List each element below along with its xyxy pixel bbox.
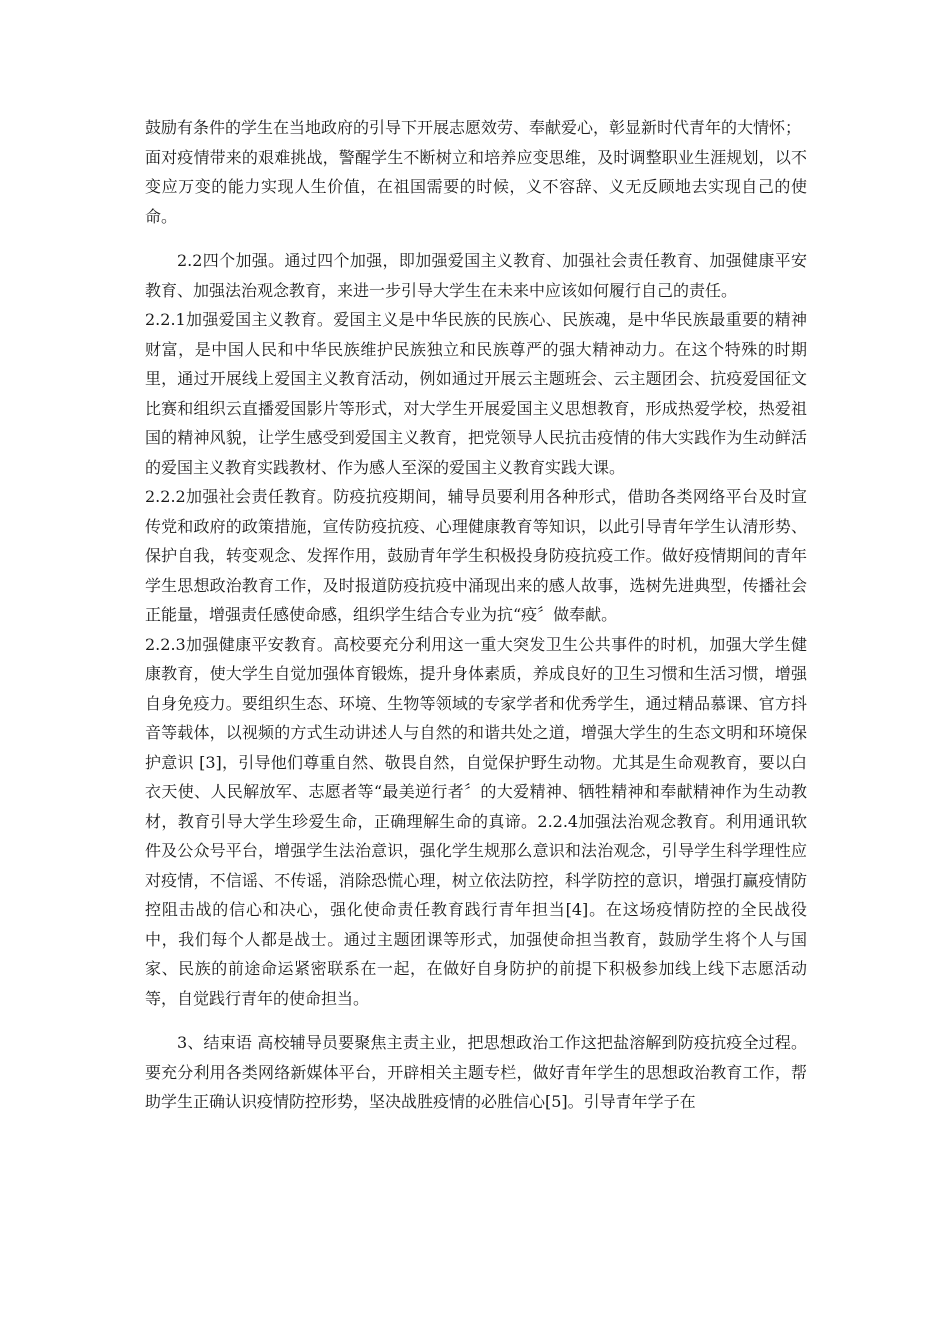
paragraph-adaptive-thinking: 面对疫情带来的艰难挑战，警醒学生不断树立和培养应变思维，及时调整职业生涯规划，以不变应万变的能力实现人生价值，在祖国需要的时候，义不容辞、义无反顾地去实现自己的使命。 [145, 147, 807, 226]
paragraph-conclusion: 3、结束语 高校辅导员要聚焦主责主业，把思想政治工作这把盐溶解到防疫抗疫全过程。要充分利用各类网络新媒体平台，开辟相关主题专栏，做好青年学生的思想政治教育工作，帮助学生正确认识疫情防控形势，坚决战胜疫情的必胜信心[5]。引导青年学子在 [145, 1033, 807, 1111]
paragraph-four-strengthenings: 2.2四个加强。通过四个加强，即加强爱国主义教育、加强社会责任教育、加强健康平安教育、加强法治观念教育，来进一步引导大学生在未来中应该如何履行自己的责任。 [145, 251, 807, 300]
paragraph-volunteer: 鼓励有条件的学生在当地政府的引导下开展志愿效劳、奉献爱心，彰显新时代青年的大情怀； [145, 118, 802, 137]
paragraph-health-safety-and-law: 2.2.3加强健康平安教育。高校要充分利用这一重大突发卫生公共事件的时机，加强大学生健康教育，使大学生自觉加强体育锻炼，提升身体素质，养成良好的卫生习惯和生活习惯，增强自身免疫力。要组织生态、环境、生物等领域的专家学者和优秀学生，通过精品慕课、官方抖音等载体，以视频的方式生动讲述人与自然的和谐共处之道，增强大学生的生态文明和环境保护意识 [3]，引导他们尊重自然、敬畏自然，自觉保护野生动物。尤其是生命观教育，要以白衣天使、人民解放军、志愿者等“最美逆行者〞的大爱精神、牺牲精神和奉献精神作为生动教材，教育引导大学生珍爱生命，正确理解生命的真谛。2.2.4加强法治观念教育。利用通讯软件及公众号平台，增强学生法治意识，强化学生规那么意识和法治观念，引导学生科学理性应对疫情，不信谣、不传谣，消除恐慌心理，树立依法防控，科学防控的意识，增强打赢疫情防控阻击战的信心和决心，强化使命责任教育践行青年担当[4]。在这场疫情防控的全民战役中，我们每个人都是战士。通过主题团课等形式，加强使命担当教育，鼓励学生将个人与国家、民族的前途命运紧密联系在一起，在做好自身防护的前提下积极参加线上线下志愿活动等，自觉践行青年的使命担当。 [145, 634, 807, 1008]
paragraph-social-responsibility: 2.2.2加强社会责任教育。防疫抗疫期间，辅导员要利用各种形式，借助各类网络平台及时宣传党和政府的政策措施，宣传防疫抗疫、心理健康教育等知识，以此引导青年学生认清形势、保护自我，转变观念、发挥作用，鼓励青年学生积极投身防疫抗疫工作。做好疫情期间的青年学生思想政治教育工作，及时报道防疫抗疫中涌现出来的感人故事，选树先进典型，传播社会正能量，增强责任感使命感，组织学生结合专业为抗“疫〞做奉献。 [145, 487, 807, 624]
document-body [145, 113, 807, 1117]
paragraph-patriotism: 2.2.1加强爱国主义教育。爱国主义是中华民族的民族心、民族魂，是中华民族最重要的精神财富，是中国人民和中华民族维护民族独立和民族尊严的强大精神动力。在这个特殊的时期里，通过开展线上爱国主义教育活动，例如通过开展云主题班会、云主题团会、抗疫爱国征文比赛和组织云直播爱国影片等形式，对大学生开展爱国主义思想教育，形成热爱学校，热爱祖国的精神风貌，让学生感受到爱国主义教育，把党领导人民抗击疫情的伟大实践作为生动鲜活的爱国主义教育实践教材、作为感人至深的爱国主义教育实践大课。 [145, 310, 807, 477]
